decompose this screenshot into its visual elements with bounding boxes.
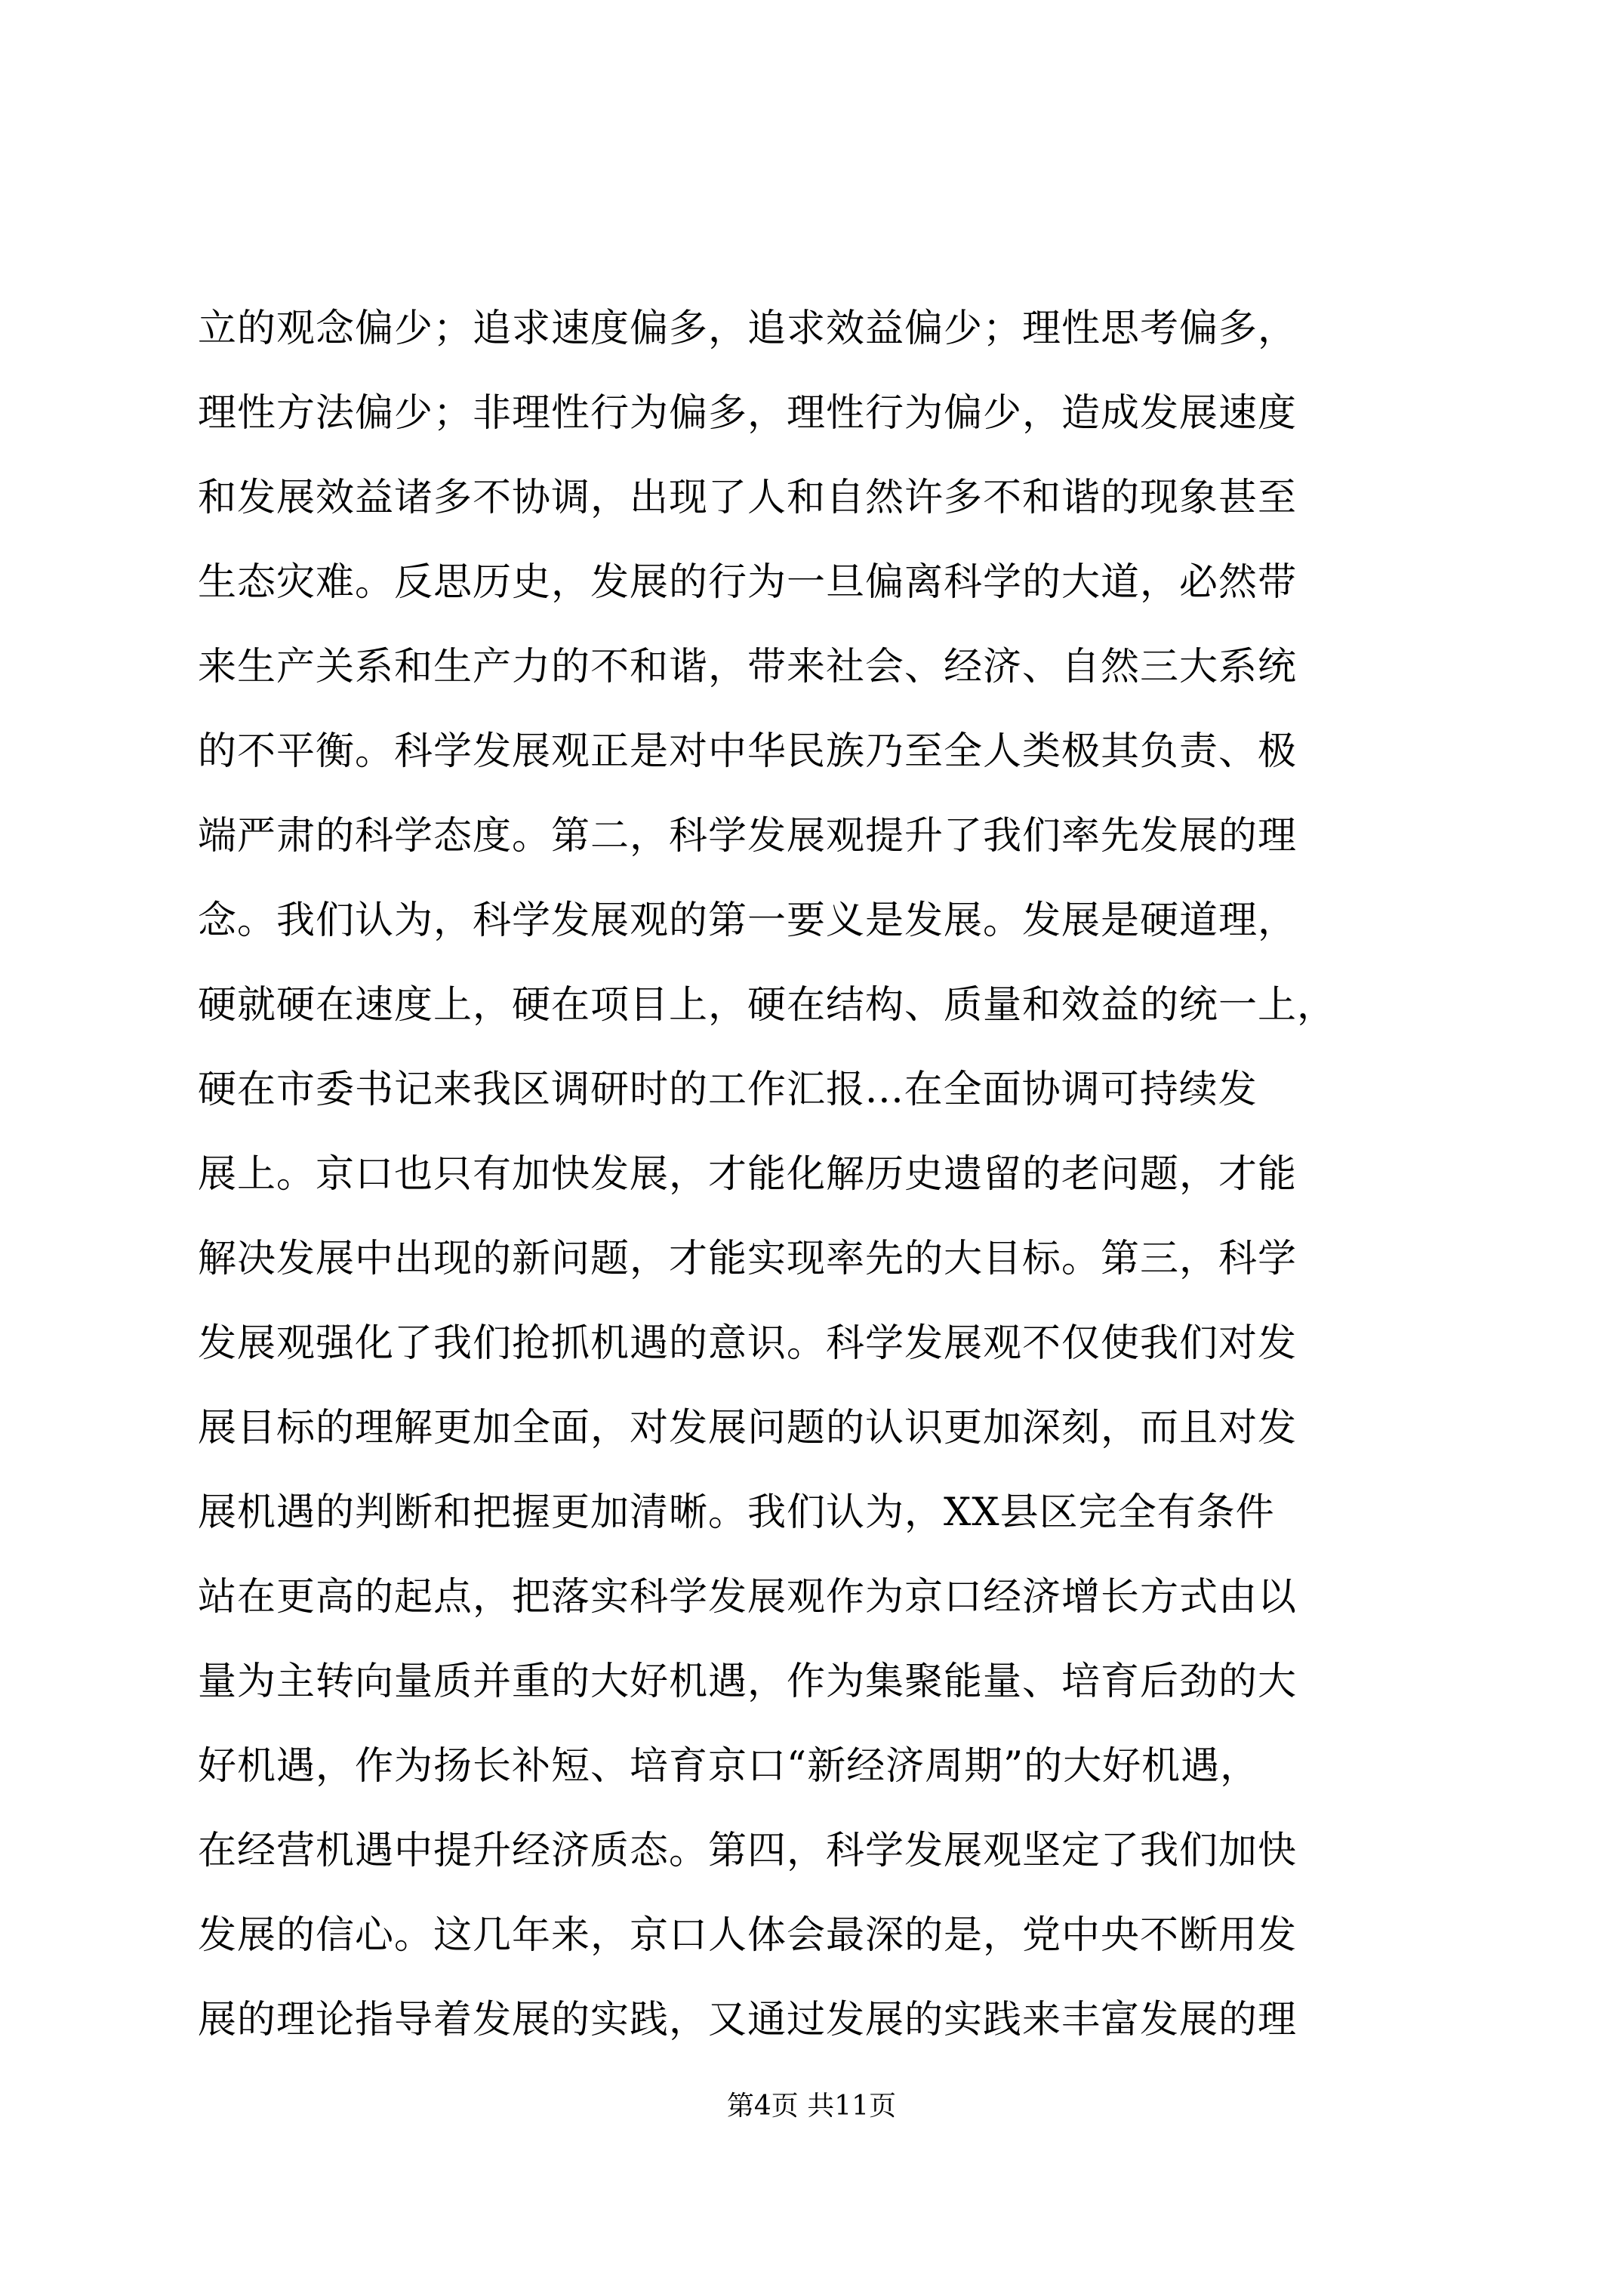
text-line: 量为主转向量质并重的大好机遇，作为集聚能量、培育后劲的大 [198,1660,1298,1704]
text-line: 念。我们认为，科学发展观的第一要义是发展。发展是硬道理， [198,898,1298,943]
text-line: 展机遇的判断和把握更加清晰。我们认为，XX县区完全有条件 [198,1490,1275,1535]
page-footer: 第4页 共11页 [726,2091,897,2122]
body-text [198,287,1436,2063]
text-line: 的不平衡。科学发展观正是对中华民族乃至全人类极其负责、极 [198,729,1298,774]
text-line: 硬在市委书记来我区调研时的工作汇报...在全面协调可持续发 [198,1068,1258,1112]
text-line: 发展观强化了我们抢抓机遇的意识。科学发展观不仅使我们对发 [198,1321,1298,1366]
text-line: 好机遇，作为扬长补短、培育京口“新经济周期”的大好机遇， [198,1744,1260,1789]
text-line: 端严肃的科学态度。第二，科学发展观提升了我们率先发展的理 [198,814,1298,858]
text-line: 和发展效益诸多不协调，出现了人和自然许多不和谐的现象甚至 [198,476,1298,520]
text-line: 展上。京口也只有加快发展，才能化解历史遗留的老问题，才能 [198,1152,1298,1197]
text-line: 立的观念偏少；追求速度偏多，追求效益偏少；理性思考偏多， [198,307,1298,351]
text-line: 生态灾难。反思历史，发展的行为一旦偏离科学的大道，必然带 [198,560,1298,605]
text-line: 站在更高的起点，把落实科学发展观作为京口经济增长方式由以 [198,1575,1298,1620]
text-line: 理性方法偏少；非理性行为偏多，理性行为偏少，造成发展速度 [198,391,1298,436]
text-line: 展目标的理解更加全面，对发展问题的认识更加深刻，而且对发 [198,1406,1298,1450]
text-line: 硬就硬在速度上，硬在项目上，硬在结构、质量和效益的统一上， [198,983,1337,1028]
text-line: 在经营机遇中提升经济质态。第四，科学发展观坚定了我们加快 [198,1829,1298,1873]
text-line: 来生产关系和生产力的不和谐，带来社会、经济、自然三大系统 [198,645,1298,689]
text-line: 解决发展中出现的新问题，才能实现率先的大目标。第三，科学 [198,1237,1298,1281]
text-line: 展的理论指导着发展的实践，又通过发展的实践来丰富发展的理 [198,1998,1298,2042]
text-line: 发展的信心。这几年来，京口人体会最深的是，党中央不断用发 [198,1913,1298,1958]
